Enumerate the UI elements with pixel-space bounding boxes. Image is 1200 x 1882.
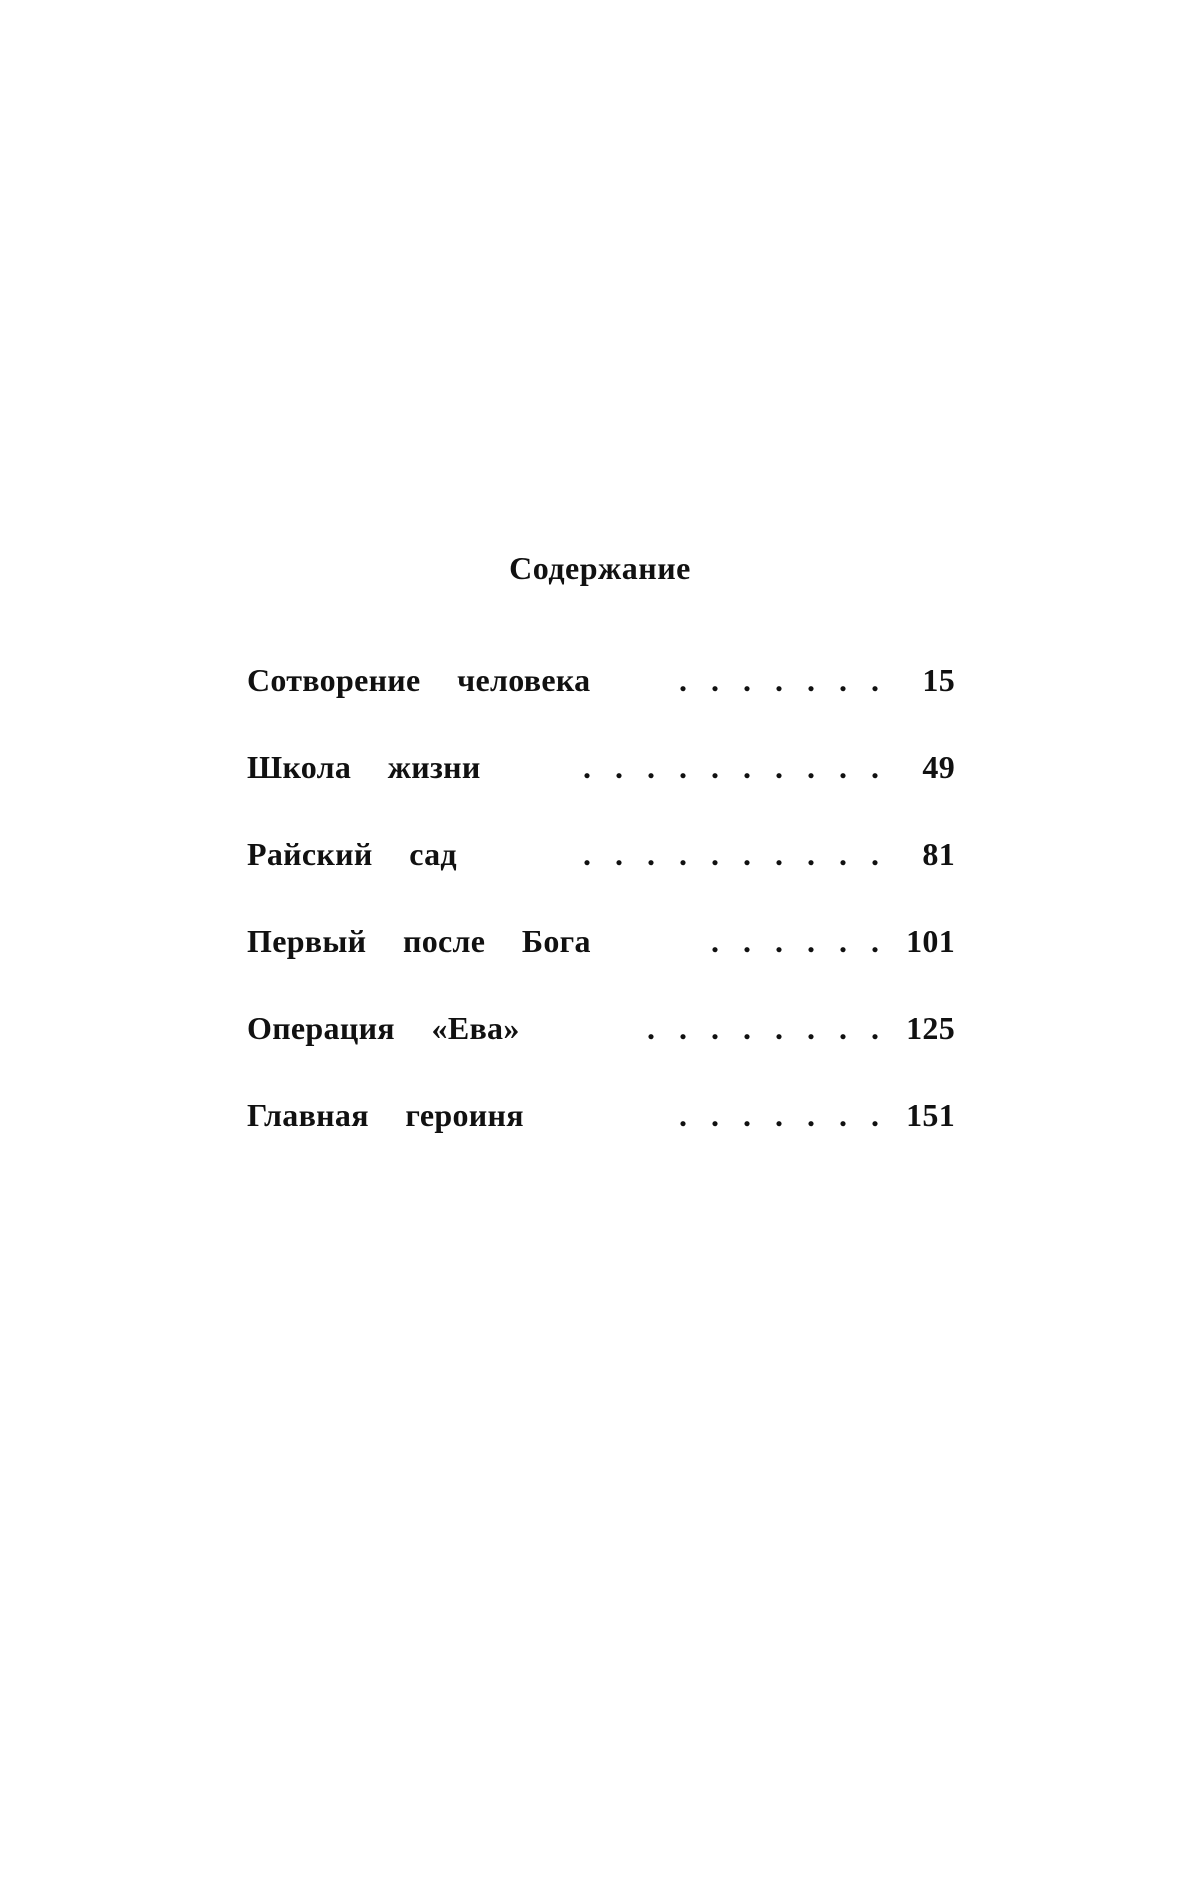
dot-leader: .......	[679, 1097, 903, 1133]
toc-entry-page-number: 15	[922, 662, 955, 698]
toc-entry-title: Главная героиня	[247, 1097, 524, 1133]
toc-entry-title: Операция «Ева»	[247, 1010, 520, 1046]
toc-entry[interactable]	[247, 1008, 955, 1095]
toc-entry-page-number: 151	[906, 1097, 955, 1133]
page-title: Содержание	[509, 550, 691, 586]
dot-leader: ......	[711, 923, 903, 959]
toc-entry-title: Сотворение человека	[247, 662, 591, 698]
dot-leader: .......	[679, 662, 903, 698]
toc-entry[interactable]	[247, 1095, 955, 1182]
toc-entry-title: Райский сад	[247, 836, 457, 872]
toc-entry-page-number: 125	[906, 1010, 955, 1046]
dot-leader: ........	[647, 1010, 903, 1046]
toc-entry[interactable]	[247, 921, 955, 1008]
dot-leader: ..........	[583, 749, 903, 785]
table-of-contents	[247, 660, 955, 1182]
toc-entry-title: Школа жизни	[247, 749, 481, 785]
toc-entry[interactable]	[247, 660, 955, 747]
dot-leader: ..........	[583, 836, 903, 872]
toc-entry[interactable]	[247, 834, 955, 921]
toc-entry-page-number: 101	[906, 923, 955, 959]
toc-entry-page-number: 49	[922, 749, 955, 785]
toc-entry-title: Первый после Бога	[247, 923, 591, 959]
toc-entry-page-number: 81	[922, 836, 955, 872]
toc-entry[interactable]	[247, 747, 955, 834]
